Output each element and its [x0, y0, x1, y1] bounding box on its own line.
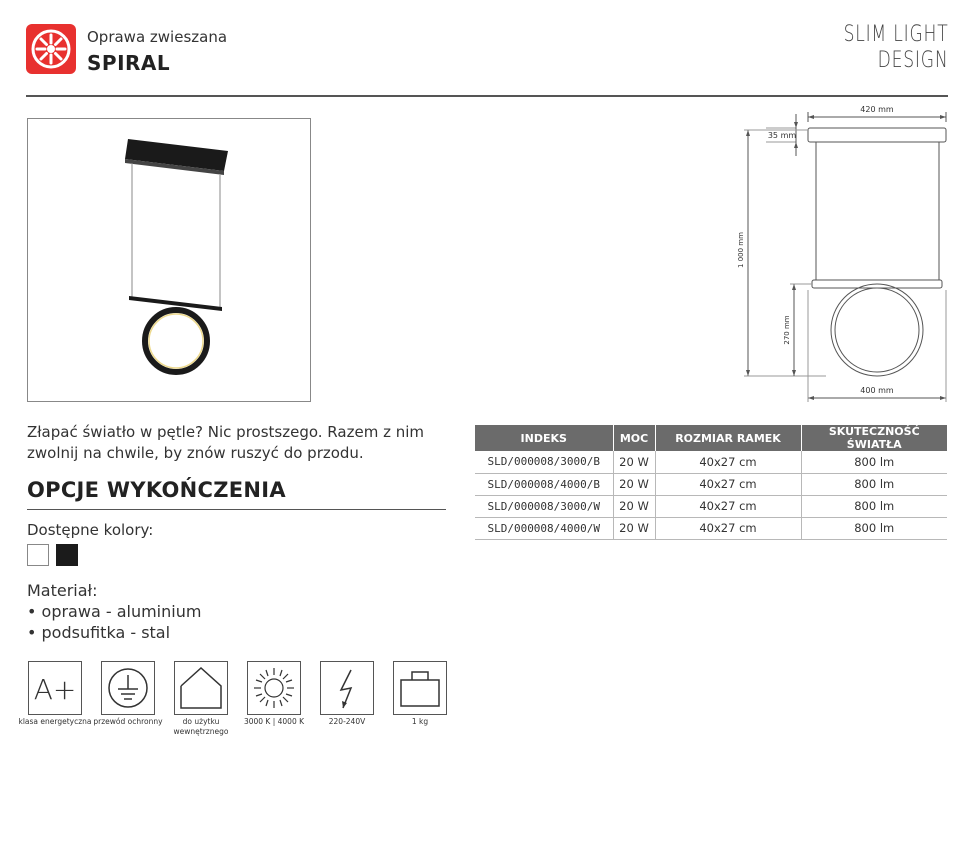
energy-class-icon — [28, 661, 82, 715]
dimension-drawing — [736, 100, 956, 405]
cell-index: SLD/000008/3000/B — [475, 451, 613, 473]
cell-index: SLD/000008/3000/W — [475, 495, 613, 517]
table-row — [475, 451, 947, 473]
material-section — [27, 580, 201, 643]
column-header-index: INDEKS — [475, 425, 613, 451]
cell-frame-size: 40x27 cm — [655, 473, 801, 495]
colors-label: Dostępne kolory: — [27, 521, 154, 539]
brand-line-1: SLIM LIGHT — [843, 22, 948, 47]
material-item: • oprawa - aluminium — [27, 602, 202, 621]
table-row — [475, 473, 947, 495]
dim-ring-height: 270 mm — [783, 315, 791, 345]
voltage-icon — [320, 661, 374, 715]
cell-index: SLD/000008/4000/W — [475, 517, 613, 539]
column-header-power: MOC — [613, 425, 655, 451]
indoor-use-icon — [174, 661, 228, 715]
brand-line-2: DESIGN — [877, 48, 948, 73]
product-description: Złapać światło w pętle? Nic prostszego. Razem z nim zwolnij na chwile, by znów ruszyć do przodu. — [27, 423, 425, 462]
header-divider — [26, 95, 948, 97]
icon-label: 1 kg — [411, 717, 429, 726]
options-title: OPCJE WYKOŃCZENIA — [27, 478, 286, 502]
column-header-frame-size: ROZMIAR RAMEK — [655, 425, 801, 451]
material-item: • podsufitka - stal — [27, 623, 171, 642]
icon-label: 3000 K | 4000 K — [243, 717, 305, 726]
cell-index: SLD/000008/4000/B — [475, 473, 613, 495]
dim-width-top: 420 mm — [860, 105, 894, 114]
cell-luminous-efficacy: 800 lm — [801, 495, 947, 517]
technical-drawing — [736, 100, 956, 405]
sun-wheel-icon — [26, 24, 76, 74]
brand-wordmark — [843, 22, 948, 74]
color-swatch-white[interactable] — [27, 544, 49, 566]
table-row — [475, 517, 947, 539]
protective-earth-icon — [101, 661, 155, 715]
spec-table — [475, 425, 947, 540]
weight-icon — [393, 661, 447, 715]
brand-logo — [26, 24, 76, 74]
cell-frame-size: 40x27 cm — [655, 451, 801, 473]
table-row — [475, 495, 947, 517]
cell-frame-size: 40x27 cm — [655, 495, 801, 517]
dim-total-height: 1 000 mm — [737, 232, 745, 268]
product-name: SPIRAL — [87, 51, 171, 75]
pendant-lamp-illustration — [28, 119, 310, 401]
color-swatch-black[interactable] — [56, 544, 78, 566]
icon-label: klasa energetyczna — [18, 717, 92, 726]
icon-label: do użytku wewnętrznego — [173, 717, 229, 736]
light-temperature-icon — [247, 661, 301, 715]
table-header-row — [475, 425, 947, 451]
cell-luminous-efficacy: 800 lm — [801, 451, 947, 473]
material-label: Materiał: — [27, 581, 98, 600]
cell-power: 20 W — [613, 495, 655, 517]
dim-canopy-height: 35 mm — [767, 131, 797, 140]
product-photo — [27, 118, 311, 402]
column-header-luminous-efficacy: SKUTECZNOŚĆ ŚWIATŁA — [801, 425, 947, 451]
icon-label: 220-240V — [328, 717, 366, 726]
cell-power: 20 W — [613, 473, 655, 495]
dim-width-bottom: 400 mm — [860, 386, 894, 395]
energy-class-symbol: A+ — [33, 673, 77, 706]
options-divider — [27, 509, 446, 510]
cell-power: 20 W — [613, 451, 655, 473]
cell-power: 20 W — [613, 517, 655, 539]
cell-frame-size: 40x27 cm — [655, 517, 801, 539]
cell-luminous-efficacy: 800 lm — [801, 473, 947, 495]
icon-label: przewód ochronny — [93, 717, 163, 726]
cell-luminous-efficacy: 800 lm — [801, 517, 947, 539]
product-category: Oprawa zwieszana — [87, 28, 228, 46]
